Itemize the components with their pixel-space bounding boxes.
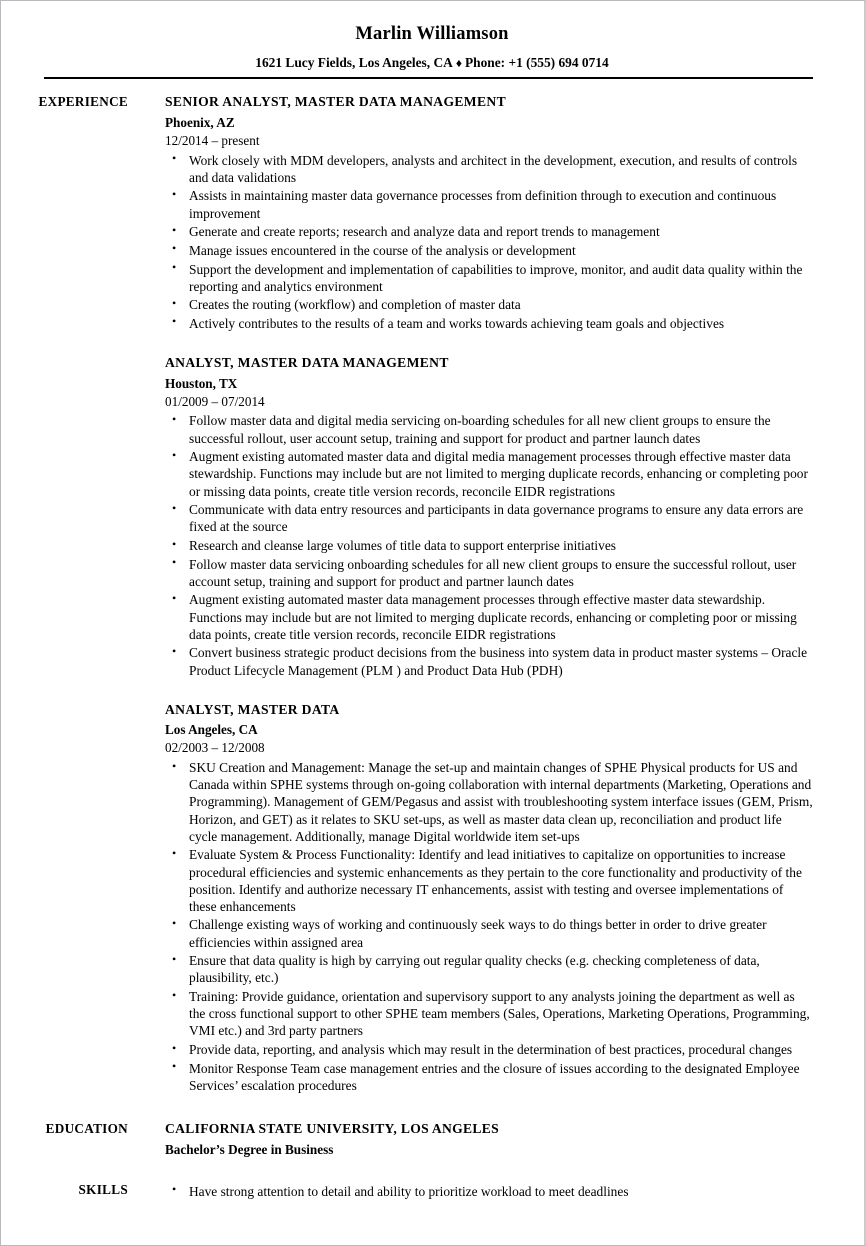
job-entry xyxy=(165,701,813,1094)
education-school: CALIFORNIA STATE UNIVERSITY, LOS ANGELES xyxy=(165,1121,499,1137)
job-dates: 01/2009 – 07/2014 xyxy=(165,393,265,409)
job-dates: 02/2003 – 12/2008 xyxy=(165,740,265,756)
job-title: ANALYST, MASTER DATA MANAGEMENT xyxy=(165,355,449,371)
bullet-item: • SKU Creation and Management: Manage the set-up and maintain changes of SPHE Physical products for US and Canada within SPHE systems through on-going collaboration with internal departments (Marketing, Operations and Programming). Management of GEM/Pegasus and assist with troubleshooting system interface issues (GEM, Prism, Horizon, and GET) as it relates to SKU set-ups, as well as master data clean up, reconciliation and product life cycle management. Additionally, manage Digital worldwide item set-ups xyxy=(165,759,813,845)
resume-sheet xyxy=(1,1,863,1245)
bullet-item: • Actively contributes to the results of a team and works towards achieving team goals and objectives xyxy=(165,315,813,332)
section-skills xyxy=(1,1181,863,1200)
bullet-item: • Follow master data servicing onboarding schedules for all new client groups to ensure the successful rollout, user account setup, training and support for product and partner launch dates xyxy=(165,556,813,590)
diamond-separator-icon: ♦ xyxy=(455,56,462,71)
bullet-item: • Monitor Response Team case management entries and the closure of issues according to the designated Employee Services’ escalation procedures xyxy=(165,1060,813,1094)
job-location: Phoenix, AZ xyxy=(165,114,235,130)
bullet-item: • Challenge existing ways of working and continuously seek ways to do things better in order to drive greater efficiencies within assigned area xyxy=(165,916,813,950)
job-bullets xyxy=(165,759,813,1094)
skills-body xyxy=(128,1181,863,1200)
bullet-item: • Have strong attention to detail and ability to prioritize workload to meet deadlines xyxy=(165,1183,813,1200)
resume-header xyxy=(1,1,863,79)
bullet-item: • Ensure that data quality is high by carrying out regular quality checks (e.g. checking completeness of data, plausibility, etc.) xyxy=(165,952,813,986)
contact-phone: Phone: +1 (555) 694 0714 xyxy=(464,55,609,71)
bullet-item: • Manage issues encountered in the course of the analysis or development xyxy=(165,242,813,259)
education-body xyxy=(128,1120,863,1158)
bullet-item: • Provide data, reporting, and analysis which may result in the determination of best practices, procedural changes xyxy=(165,1041,813,1058)
bullet-item: • Evaluate System & Process Functionality: Identify and lead initiatives to capitalize on opportunities to increase procedural efficiencies and systemic enhancements as they pertain to the core functionality and productivity of the position. Identify and authorize necessary IT enhancements, assist with testing and oversee implementations of these enhancements xyxy=(165,846,813,915)
job-entry xyxy=(165,354,813,679)
bullet-item: • Communicate with data entry resources and participants in data governance programs to ensure any data errors are fixed at the source xyxy=(165,501,813,535)
job-bullets xyxy=(165,412,813,678)
section-label-education: EDUCATION xyxy=(45,1121,128,1137)
bullet-item: • Work closely with MDM developers, analysts and architect in the development, execution, and results of controls and data validations xyxy=(165,152,813,186)
job-title: SENIOR ANALYST, MASTER DATA MANAGEMENT xyxy=(165,94,506,110)
header-divider xyxy=(44,77,813,79)
skills-bullets xyxy=(165,1183,813,1200)
section-education xyxy=(1,1120,863,1158)
bullet-item: • Creates the routing (workflow) and completion of master data xyxy=(165,296,813,313)
section-label-skills: SKILLS xyxy=(78,1181,128,1197)
job-title: ANALYST, MASTER DATA xyxy=(165,701,340,717)
job-entry xyxy=(165,93,813,332)
bullet-item: • Training: Provide guidance, orientation and supervisory support to any analysts joining the department as well as the cross functional support to other SPHE team members (Sales, Operations, Marketing Operations, Programming, VMI etc.) and 3rd party partners xyxy=(165,988,813,1039)
bullet-item: • Convert business strategic product decisions from the business into system data in product master systems – Oracle Product Lifecycle Management (PLM ) and Product Data Hub (PDH) xyxy=(165,644,813,678)
bullet-item: • Support the development and implementation of capabilities to improve, monitor, and audit data quality within the reporting and analytics environment xyxy=(165,261,813,295)
contact-line xyxy=(1,55,863,71)
section-experience xyxy=(1,93,863,1094)
job-location: Houston, TX xyxy=(165,375,238,391)
education-degree: Bachelor’s Degree in Business xyxy=(165,1141,334,1157)
job-bullets xyxy=(165,152,813,333)
bullet-item: • Research and cleanse large volumes of title data to support enterprise initiatives xyxy=(165,537,813,554)
contact-address: 1621 Lucy Fields, Los Angeles, CA xyxy=(255,55,453,71)
bullet-item: • Assists in maintaining master data governance processes from definition through to execution and continuous improvement xyxy=(165,187,813,221)
job-dates: 12/2014 – present xyxy=(165,132,260,148)
bullet-item: • Follow master data and digital media servicing on-boarding schedules for all new client groups to ensure the successful rollout, user account setup, training and support for product and partner launch dates xyxy=(165,412,813,446)
bullet-item: • Augment existing automated master data management processes through effective master data stewardship. Functions may include but are not limited to merging duplicate records, enhancing or completing poor or missing data points, create title version records, reconcile EIDR registrations xyxy=(165,591,813,642)
bullet-item: • Generate and create reports; research and analyze data and report trends to management xyxy=(165,223,813,240)
experience-body xyxy=(128,93,863,1094)
section-label-experience: EXPERIENCE xyxy=(38,94,128,110)
job-location: Los Angeles, CA xyxy=(165,722,258,738)
bullet-item: • Augment existing automated master data and digital media management processes through effective master data stewardship. Functions may include but are not limited to merging duplicate records, enhancing or completing poor or missing data points, create title version records, reconcile EIDR registrations xyxy=(165,448,813,499)
candidate-name: Marlin Williamson xyxy=(355,24,509,44)
